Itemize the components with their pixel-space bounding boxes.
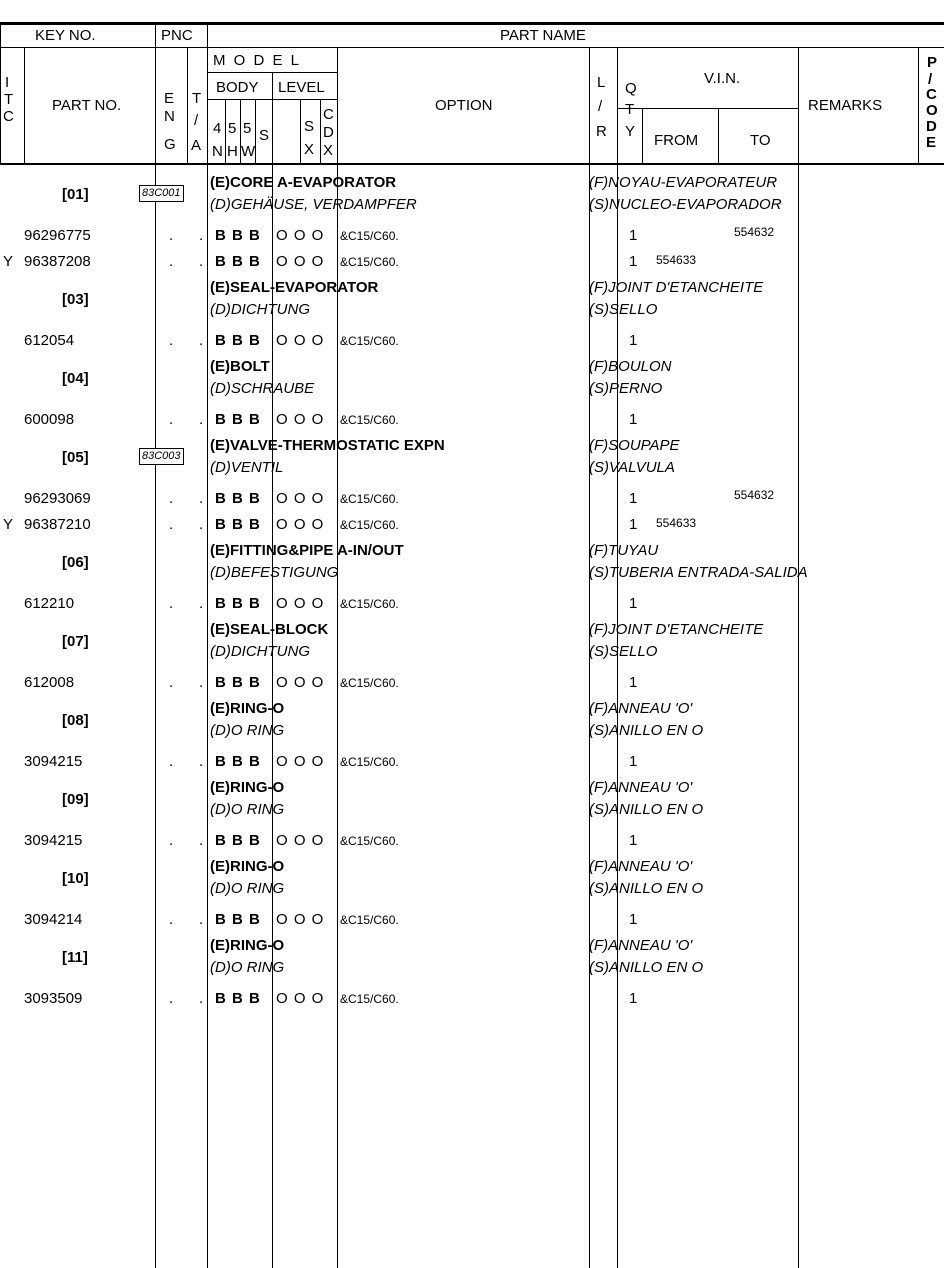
key-no: [09]: [62, 791, 89, 808]
pcode-c: C: [926, 86, 937, 103]
option-value: &C15/C60.: [340, 334, 399, 348]
qty-value: 1: [629, 516, 638, 533]
option-value: &C15/C60.: [340, 676, 399, 690]
eng-value: .: [169, 595, 174, 612]
level-value: O O O: [276, 990, 325, 1007]
ta-value: .: [199, 753, 204, 770]
part-name-german: (D)O RING: [210, 722, 285, 739]
key-no: [11]: [62, 949, 88, 966]
vin-from: 554633: [656, 253, 697, 267]
level-value: O O O: [276, 674, 325, 691]
option-value: &C15/C60.: [340, 413, 399, 427]
level-s: S: [259, 127, 270, 144]
part-name-english: (E)VALVE-THERMOSTATIC EXPN: [210, 437, 445, 454]
level-value: O O O: [276, 253, 325, 270]
ta-value: .: [199, 911, 204, 928]
eng-n: N: [164, 108, 175, 125]
qty-t: T: [625, 101, 635, 118]
part-name-german: (D)VENTIL: [210, 459, 284, 476]
itc-value: Y: [3, 516, 14, 533]
part-number: 600098: [24, 411, 75, 428]
option-value: &C15/C60.: [340, 229, 399, 243]
body-value: B B B: [215, 227, 261, 244]
body-n: N: [212, 143, 223, 160]
level-cdx-c: C: [323, 106, 334, 123]
option-value: &C15/C60.: [340, 992, 399, 1006]
body-value: B B B: [215, 516, 261, 533]
model-header: M O D E L: [213, 52, 302, 69]
body-value: B B B: [215, 595, 261, 612]
body-value: B B B: [215, 411, 261, 428]
qty-value: 1: [629, 595, 638, 612]
body-value: B B B: [215, 911, 261, 928]
part-name-german: (D)GEHÄUSE, VERDAMPFER: [210, 196, 417, 213]
body-header: BODY: [216, 79, 259, 96]
vin-to-header: TO: [750, 132, 771, 149]
option-value: &C15/C60.: [340, 492, 399, 506]
part-name-german: (D)O RING: [210, 959, 285, 976]
lr-slash: /: [598, 98, 603, 115]
part-number: 96296775: [24, 227, 91, 244]
pnc-code: 83C003: [139, 448, 184, 465]
body-h: H: [227, 143, 238, 160]
vin-from: 554633: [656, 516, 697, 530]
qty-value: 1: [629, 332, 638, 349]
qty-value: 1: [629, 990, 638, 1007]
part-name-english: (E)BOLT: [210, 358, 270, 375]
key-no-header: KEY NO.: [35, 27, 96, 44]
part-number: 612210: [24, 595, 75, 612]
itc-t: T: [4, 91, 14, 108]
option-header: OPTION: [435, 97, 493, 114]
option-value: &C15/C60.: [340, 255, 399, 269]
ta-value: .: [199, 411, 204, 428]
eng-value: .: [169, 490, 174, 507]
lr-l: L: [597, 74, 606, 91]
pcode-e: E: [926, 134, 937, 151]
eng-value: .: [169, 911, 174, 928]
part-name-french: (F)BOULON: [589, 358, 672, 375]
part-name-spanish: (S)ANILLO EN O: [589, 722, 704, 739]
ta-value: .: [199, 674, 204, 691]
part-name-english: (E)RING-O: [210, 858, 285, 875]
eng-value: .: [169, 990, 174, 1007]
key-no: [10]: [62, 870, 89, 887]
vin-to: 554632: [734, 488, 775, 502]
part-number: 3094215: [24, 832, 83, 849]
part-number: 3094215: [24, 753, 83, 770]
ta-value: .: [199, 990, 204, 1007]
level-value: O O O: [276, 332, 325, 349]
level-value: O O O: [276, 753, 325, 770]
qty-value: 1: [629, 490, 638, 507]
part-name-german: (D)O RING: [210, 880, 285, 897]
qty-value: 1: [629, 911, 638, 928]
eng-value: .: [169, 753, 174, 770]
level-value: O O O: [276, 595, 325, 612]
body-value: B B B: [215, 490, 261, 507]
part-name-german: (D)O RING: [210, 801, 285, 818]
part-name-spanish: (S)SELLO: [589, 301, 658, 318]
part-number: 612008: [24, 674, 75, 691]
part-name-french: (F)NOYAU-EVAPORATEUR: [589, 174, 778, 191]
level-cdx-x: X: [323, 142, 334, 159]
part-name-spanish: (S)VALVULA: [589, 459, 675, 476]
key-no: [03]: [62, 291, 89, 308]
part-name-spanish: (S)NUCLEO-EVAPORADOR: [589, 196, 782, 213]
body-value: B B B: [215, 990, 261, 1007]
level-value: O O O: [276, 516, 325, 533]
ta-slash: /: [194, 112, 199, 129]
ta-a: A: [191, 137, 202, 154]
part-name-french: (F)TUYAU: [589, 542, 659, 559]
ta-value: .: [199, 332, 204, 349]
eng-value: .: [169, 674, 174, 691]
ta-value: .: [199, 832, 204, 849]
part-name-spanish: (S)ANILLO EN O: [589, 880, 704, 897]
eng-value: .: [169, 253, 174, 270]
level-value: O O O: [276, 227, 325, 244]
key-no: [06]: [62, 554, 89, 571]
part-number: 612054: [24, 332, 75, 349]
part-name-german: (D)BEFESTIGUNG: [210, 564, 339, 581]
part-name-english: (E)RING-O: [210, 700, 285, 717]
key-no: [05]: [62, 449, 89, 466]
part-no-header: PART NO.: [52, 97, 122, 114]
pcode-o: O: [926, 102, 938, 119]
level-value: O O O: [276, 832, 325, 849]
option-value: &C15/C60.: [340, 834, 399, 848]
eng-g: G: [164, 136, 176, 153]
part-name-spanish: (S)PERNO: [589, 380, 663, 397]
qty-value: 1: [629, 674, 638, 691]
eng-value: .: [169, 411, 174, 428]
pnc-header: PNC: [161, 27, 193, 44]
body-5a: 5: [228, 120, 237, 137]
body-value: B B B: [215, 832, 261, 849]
ta-value: .: [199, 516, 204, 533]
level-value: O O O: [276, 490, 325, 507]
qty-y: Y: [625, 123, 636, 140]
part-name-english: (E)SEAL-EVAPORATOR: [210, 279, 379, 296]
vin-header: V.I.N.: [704, 70, 741, 87]
part-name-french: (F)ANNEAU 'O': [589, 937, 693, 954]
part-name-spanish: (S)SELLO: [589, 643, 658, 660]
part-name-french: (F)SOUPAPE: [589, 437, 680, 454]
part-name-english: (E)RING-O: [210, 779, 285, 796]
part-name-german: (D)DICHTUNG: [210, 643, 310, 660]
lr-r: R: [596, 123, 607, 140]
key-no: [04]: [62, 370, 89, 387]
part-name-header: PART NAME: [500, 27, 586, 44]
body-5b: 5: [243, 120, 252, 137]
ta-t: T: [192, 90, 202, 107]
part-name-french: (F)ANNEAU 'O': [589, 779, 693, 796]
part-name-german: (D)SCHRAUBE: [210, 380, 315, 397]
qty-q: Q: [625, 80, 637, 97]
key-no: [01]: [62, 186, 89, 203]
option-value: &C15/C60.: [340, 913, 399, 927]
eng-value: .: [169, 516, 174, 533]
pcode-d: D: [926, 118, 937, 135]
body-4: 4: [213, 120, 222, 137]
part-name-french: (F)JOINT D'ETANCHEITE: [589, 279, 764, 296]
level-header: LEVEL: [278, 79, 325, 96]
level-cdx-d: D: [323, 124, 334, 141]
level-sx-s: S: [304, 118, 315, 135]
part-name-spanish: (S)ANILLO EN O: [589, 959, 704, 976]
part-number: 3094214: [24, 911, 83, 928]
ta-value: .: [199, 490, 204, 507]
part-name-german: (D)DICHTUNG: [210, 301, 310, 318]
option-value: &C15/C60.: [340, 597, 399, 611]
vin-to: 554632: [734, 225, 775, 239]
body-value: B B B: [215, 674, 261, 691]
eng-value: .: [169, 832, 174, 849]
ta-value: .: [199, 227, 204, 244]
option-value: &C15/C60.: [340, 518, 399, 532]
itc-c: C: [3, 108, 14, 125]
part-name-english: (E)FITTING&PIPE A-IN/OUT: [210, 542, 404, 559]
ta-value: .: [199, 253, 204, 270]
level-sx-x: X: [304, 141, 315, 158]
part-name-spanish: (S)ANILLO EN O: [589, 801, 704, 818]
qty-value: 1: [629, 227, 638, 244]
part-name-french: (F)ANNEAU 'O': [589, 858, 693, 875]
qty-value: 1: [629, 753, 638, 770]
part-name-french: (F)JOINT D'ETANCHEITE: [589, 621, 764, 638]
part-name-english: (E)CORE A-EVAPORATOR: [210, 174, 397, 191]
vin-from-header: FROM: [654, 132, 699, 149]
body-w: W: [241, 143, 256, 160]
itc-i: I: [5, 74, 10, 91]
part-name-french: (F)ANNEAU 'O': [589, 700, 693, 717]
eng-value: .: [169, 227, 174, 244]
key-no: [07]: [62, 633, 89, 650]
part-number: 96387208: [24, 253, 91, 270]
level-value: O O O: [276, 911, 325, 928]
body-value: B B B: [215, 332, 261, 349]
key-no: [08]: [62, 712, 89, 729]
remarks-header: REMARKS: [808, 97, 883, 114]
qty-value: 1: [629, 832, 638, 849]
part-name-english: (E)RING-O: [210, 937, 285, 954]
ta-value: .: [199, 595, 204, 612]
pnc-code: 83C001: [139, 185, 184, 202]
eng-e: E: [164, 90, 175, 107]
part-number: 96293069: [24, 490, 91, 507]
eng-value: .: [169, 332, 174, 349]
body-value: B B B: [215, 253, 261, 270]
part-number: 3093509: [24, 990, 83, 1007]
part-name-spanish: (S)TUBERIA ENTRADA-SALIDA: [589, 564, 808, 581]
qty-value: 1: [629, 411, 638, 428]
pcode-slash: /: [928, 71, 933, 88]
itc-value: Y: [3, 253, 14, 270]
body-value: B B B: [215, 753, 261, 770]
level-value: O O O: [276, 411, 325, 428]
part-name-english: (E)SEAL-BLOCK: [210, 621, 329, 638]
part-number: 96387210: [24, 516, 91, 533]
pcode-p: P: [927, 54, 938, 71]
qty-value: 1: [629, 253, 638, 270]
option-value: &C15/C60.: [340, 755, 399, 769]
